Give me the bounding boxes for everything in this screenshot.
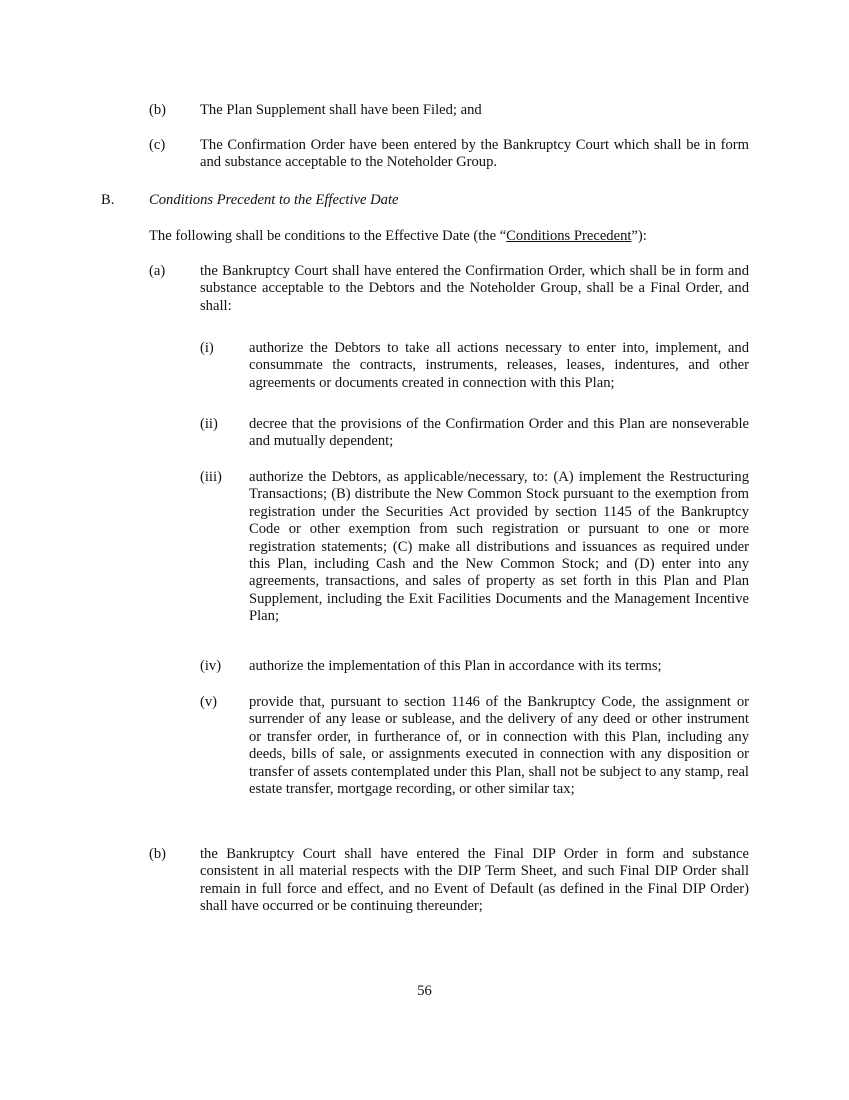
list-marker: (ii) [200, 416, 218, 432]
list-marker: (iii) [200, 469, 222, 485]
section-intro-paragraph [149, 228, 647, 245]
section-heading-b [101, 192, 399, 209]
page-number: 56 [417, 983, 432, 999]
defined-term-conditions-precedent: Conditions Precedent [506, 228, 632, 244]
list-marker: (b) [149, 102, 167, 118]
list-item-text: authorize the implementation of this Plan in accordance with its terms; [249, 658, 662, 674]
list-item-text: provide that, pursuant to section 1146 of the Bankruptcy Code, the assignment or surrender of any lease or sublease, and the delivery of any deed or other instrument or transfer order, in furtherance of, or in connection with this Plan, including any deeds, bills of sale, or assignments executed in connection with any disposition or transfer of assets contemplated under this Plan, shall not be subject to any stamp, real estate transfer, mortgage recording, or other similar tax; [249, 694, 749, 798]
list-item-text: the Bankruptcy Court shall have entered the Confirmation Order, which shall be in form and substance acceptable to the Debtors and the Noteholder Group, shall be a Final Order, and shall: [200, 263, 749, 314]
section-marker: B. [101, 192, 115, 208]
list-marker: (c) [149, 137, 166, 153]
list-item-c-confirmation-order [149, 137, 749, 172]
subitem-iii [200, 469, 749, 626]
list-item-text: authorize the Debtors to take all actions necessary to enter into, implement, and consummate the contracts, instruments, releases, leases, indentures, and other agreements or documents created in connection with this Plan; [249, 340, 749, 391]
subitem-ii [200, 416, 749, 451]
list-marker: (b) [149, 846, 167, 862]
list-item-text: The Plan Supplement shall have been Filed; and [200, 102, 482, 118]
list-marker: (iv) [200, 658, 222, 674]
list-marker: (v) [200, 694, 218, 710]
subitem-iv [200, 658, 749, 675]
intro-prefix: The following shall be conditions to the Effective Date (the “ [149, 228, 507, 244]
list-item-text: The Confirmation Order have been entered by the Bankruptcy Court which shall be in form and substance acceptable to the Noteholder Group. [200, 137, 749, 171]
condition-b-item [149, 846, 749, 916]
list-marker: (i) [200, 340, 214, 356]
condition-a-item [149, 263, 749, 315]
list-marker: (a) [149, 263, 166, 279]
subitem-i [200, 340, 749, 392]
list-item-text: the Bankruptcy Court shall have entered the Final DIP Order in form and substance consistent in all material respects with the DIP Term Sheet, and such Final DIP Order shall remain in full force and effect, and no Event of Default (as defined in the Final DIP Order) shall have occurred or be continuing thereunder; [200, 846, 749, 915]
section-title: Conditions Precedent to the Effective Date [149, 192, 399, 208]
list-item-b-plan-supplement [149, 102, 749, 119]
intro-suffix: ”): [631, 228, 647, 244]
list-item-text: authorize the Debtors, as applicable/necessary, to: (A) implement the Restructuring Transactions; (B) distribute the New Common Stock pursuant to the exemption from registration under the Securities Act provided by section 1145 of the Bankruptcy Code or other exemption from such registration or pursuant to one or more registration statements; (C) make all distributions and issuances as required under this Plan, including Cash and the New Common Stock; and (D) enter into any agreements, transactions, and sales of property as set forth in this Plan and Plan Supplement, including the Exit Facilities Documents and the Management Incentive Plan; [249, 469, 749, 625]
subitem-v [200, 694, 749, 798]
list-item-text: decree that the provisions of the Confirmation Order and this Plan are nonseverable and mutually dependent; [249, 416, 749, 450]
